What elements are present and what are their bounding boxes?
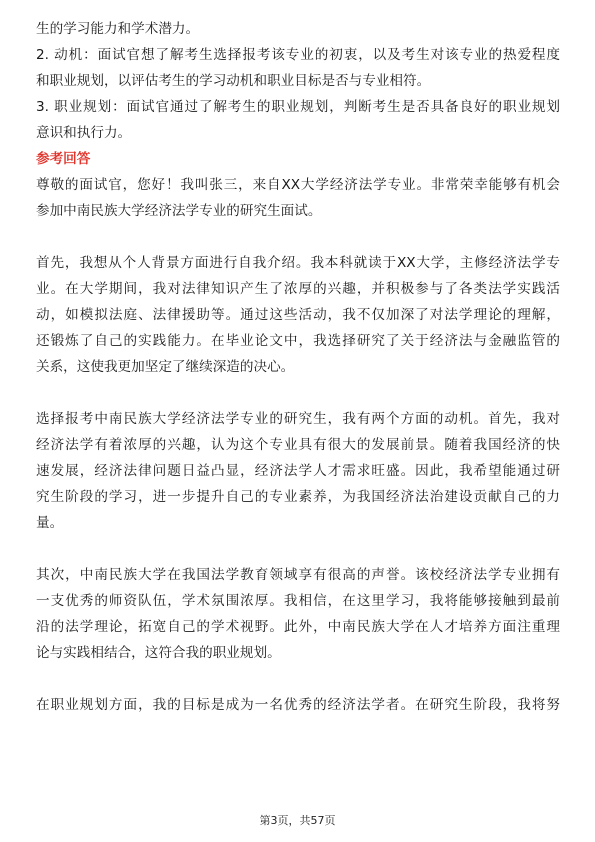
text-line: 业。在大学期间，我对法律知识产生了浓厚的兴趣，并积极参与了各类法学实践活 (36, 281, 560, 297)
text-line: 沿的法学理论，拓宽自己的学术视野。此外，中南民族大学在人才培养方面注重理 (36, 619, 560, 635)
text-line: 究生阶段的学习，进一步提升自己的专业素养，为我国经济法治建设贡献自己的力 (36, 489, 560, 505)
text-line: 在职业规划方面，我的目标是成为一名优秀的经济法学者。在研究生阶段，我将努 (36, 697, 560, 713)
text-line: 速发展，经济法律问题日益凸显，经济法学人才需求旺盛。因此，我希望能通过研 (36, 463, 560, 479)
text-line: 还锻炼了自己的实践能力。在毕业论文中，我选择研究了关于经济法与金融监管的 (36, 333, 560, 349)
text-line: 选择报考中南民族大学经济法学专业的研究生，我有两个方面的动机。首先，我对 (36, 411, 560, 427)
text-line: 2. 动机：面试官想了解考生选择报考该专业的初衷，以及考生对该专业的热爱程度 (36, 47, 560, 63)
text-line: 一支优秀的师资队伍，学术氛围浓厚。我相信，在这里学习，我将能够接触到最前 (36, 593, 560, 609)
paragraph-gap (36, 666, 560, 692)
text-line: 生的学习能力和学术潜力。 (36, 21, 200, 37)
paragraph-gap (36, 224, 560, 250)
text-line: 经济法学有着浓厚的兴趣，认为这个专业具有很大的发展前景。随着我国经济的快 (36, 437, 560, 453)
text-line: 3. 职业规划：面试官通过了解考生的职业规划，判断考生是否具备良好的职业规划 (36, 99, 560, 115)
text-line: 量。 (36, 515, 64, 531)
text-line: 尊敬的面试官，您好！我叫张三，来自XX大学经济法学专业。非常荣幸能够有机会 (36, 177, 560, 193)
text-line: 关系，这使我更加坚定了继续深造的决心。 (36, 359, 295, 375)
paragraph-gap (36, 536, 560, 562)
text-line: 意识和执行力。 (36, 125, 132, 141)
section-heading: 参考回答 (36, 151, 91, 167)
text-line: 首先，我想从个人背景方面进行自我介绍。我本科就读于XX大学，主修经济法学专 (36, 255, 560, 271)
text-line: 和职业规划，以评估考生的学习动机和职业目标是否与专业相符。 (36, 73, 431, 89)
text-line: 动，如模拟法庭、法律援助等。通过这些活动，我不仅加深了对法学理论的理解， (36, 307, 560, 323)
text-line: 其次，中南民族大学在我国法学教育领域享有很高的声誉。该校经济法学专业拥有 (36, 567, 560, 583)
document-body (36, 16, 560, 718)
page-footer: 第3页，共57页 (259, 814, 336, 827)
text-line: 论与实践相结合，这符合我的职业规划。 (36, 645, 281, 661)
paragraph-gap (36, 380, 560, 406)
text-line: 参加中南民族大学经济法学专业的研究生面试。 (36, 203, 322, 219)
